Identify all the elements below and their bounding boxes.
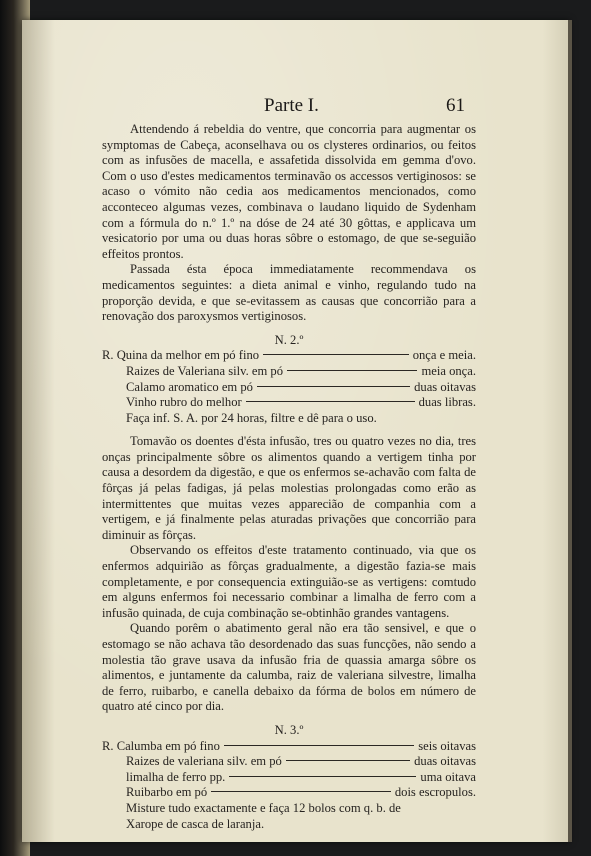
ingredient: R. Calumba em pó fino <box>102 738 220 753</box>
ingredient: Raizes de valeriana silv. em pó <box>126 754 282 769</box>
running-header <box>102 95 476 122</box>
recipe-instruction: Faça inf. S. A. por 24 horas, filtre e dê para o uso. <box>126 410 377 425</box>
recipe-instruction: Misture tudo exactamente e faça 12 bolos com q. b. de <box>126 800 401 815</box>
recipe-line <box>102 364 476 380</box>
recipe-instruction: Xarope de casca de laranja. <box>126 816 265 831</box>
recipe-line <box>102 348 476 364</box>
paragraph: Observando os effeitos d'este tratamento continuado, via que os enfermos adquirião as fôrças gradualmente, a digestão fazia-se mais completamente, e por consequencia extinguião-se as vertigens: comtudo em alguns enfermos foi necessario combinar a limalha de ferro com a infusão quinada, de cuja combinação se-obtinhão grandes vantagens. <box>102 543 476 620</box>
ingredient: R. Quina da melhor em pó fino <box>102 348 260 363</box>
recipe-line <box>102 395 476 411</box>
paragraph: Passada ésta época immediatamente recommendava os medicamentos seguintes: a dieta animal e vinho, regulando tudo na proporção devida, e que se-evitassem as causas que concorrião para a renovação dos paroxysmos vertiginosos. <box>102 262 476 324</box>
ingredient: Calamo aromatico em pó <box>126 379 253 394</box>
quantity: dois escropulos. <box>394 785 476 800</box>
recipe-line <box>102 739 476 755</box>
book-page <box>22 20 570 842</box>
recipe-line <box>102 754 476 770</box>
paragraph: Attendendo á rebeldia do ventre, que concorria para augmentar os symptomas de Cabeça, aconselhava ou os clysteres ordinarios, ou feitos com as infusões de macella, e assafetida dissolvida em gemma d'ovo. Com o uso d'estes medicamentos terminavão os accessos vertiginosos: se acaso o vómito não cedia aos medicamentos mencionados, como acconteceo algumas vezes, combinava o laudano liquido de Sydenham com a fórmula do n.º 1.º na dóse de 24 até 30 gôttas, e applicava um vesicatorio por uma ou duas horas sôbre o estomago, de que se-seguião effeitos prontos. <box>102 122 476 261</box>
quantity: onça e meia. <box>412 348 476 363</box>
ingredient: Vinho rubro do melhor <box>126 395 242 410</box>
quantity: seis oitavas <box>418 738 476 753</box>
ingredient: Ruibarbo em pó <box>126 785 208 800</box>
quantity: duas libras. <box>418 395 476 410</box>
recipe-line <box>102 785 476 801</box>
paragraph: Quando porêm o abatimento geral não era tão sensivel, e que o estomago se não achava tão desordenado das suas funcções, não sendo a molestia tão grave usava da infusão fria de quassia amarga sôbre os alimentos, e juntamente da calumba, raiz de valeriana silvestre, limalha de ferro, ruibarbo, e canella debaixo da fórma de bolos em número de quatro até cinco por dia. <box>102 621 476 714</box>
recipe-heading: N. 3.º <box>274 722 304 737</box>
quantity: duas oitavas <box>414 754 476 769</box>
page-text <box>102 95 476 832</box>
ingredient: Raizes de Valeriana silv. em pó <box>126 363 284 378</box>
recipe-line <box>102 770 476 786</box>
page-edge <box>568 20 572 842</box>
quantity: meia onça. <box>421 363 476 378</box>
quantity: duas oitavas <box>414 379 476 394</box>
page-number: 61 <box>446 95 465 116</box>
paragraph: Tomavão os doentes d'ésta infusão, tres ou quatro vezes no dia, tres onças principalmente sôbre os alimentos quando a vertigem tinha por causa a desordem da digestão, e que os enfermos se-achavão com falta de fôrças já pelas fadigas, já pelas molestias prolongadas como erão as intermittentes que muitas vezes apparecião de companhia com a vertigem, e já finalmente pelas aturadas privações que concorrião para diminuir as fôrças. <box>102 434 476 542</box>
running-title: Parte I. <box>264 95 319 116</box>
ingredient: limalha de ferro pp. <box>126 769 226 784</box>
recipe-line <box>102 380 476 396</box>
quantity: uma oitava <box>420 769 476 784</box>
recipe-heading: N. 2.º <box>274 332 304 347</box>
